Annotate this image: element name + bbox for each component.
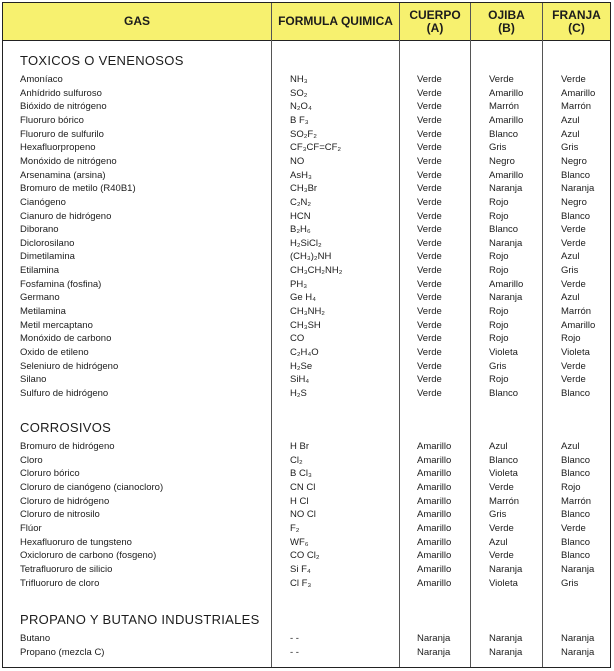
ojiba-color-cell: Azul: [489, 536, 508, 548]
table-row: [3, 114, 610, 128]
gas-name-cell: Cloruro de hidrógeno: [20, 495, 110, 507]
gas-name-cell: Cianógeno: [20, 196, 66, 208]
table-row: [3, 155, 610, 169]
gas-name-cell: Cloruro bórico: [20, 468, 80, 480]
table-row: [3, 264, 610, 278]
ojiba-color-cell: Rojo: [489, 333, 509, 345]
ojiba-color-cell: Naranja: [489, 237, 523, 249]
formula-cell: SiH₄: [290, 374, 310, 386]
table-row: [3, 291, 610, 305]
franja-color-cell: Azul: [561, 251, 580, 263]
gas-name-cell: Monóxido de carbono: [20, 333, 112, 345]
gas-name-cell: Metil mercaptano: [20, 319, 93, 331]
cuerpo-color-cell: Naranja: [417, 633, 451, 644]
cuerpo-color-cell: Verde: [417, 292, 442, 304]
franja-color-cell: Negro: [561, 196, 587, 208]
gas-name-cell: Diclorosilano: [20, 237, 75, 249]
ojiba-color-cell: Rojo: [489, 306, 509, 318]
franja-color-cell: Blanco: [561, 387, 591, 399]
header-ojiba-sub: (B): [498, 20, 515, 35]
formula-cell: C₂N₂: [290, 196, 312, 208]
ojiba-color-cell: Azul: [489, 441, 508, 452]
cuerpo-color-cell: Verde: [417, 251, 442, 263]
table-header: [3, 3, 610, 41]
ojiba-color-cell: Amarillo: [489, 169, 524, 181]
header-franja-sub: (C): [568, 20, 585, 35]
header-gas-label: GAS: [123, 14, 150, 28]
gas-name-cell: Etilamina: [20, 265, 60, 277]
ojiba-color-cell: Rojo: [489, 265, 509, 277]
section-title: CORROSIVOS: [20, 420, 112, 435]
table-row: [3, 237, 610, 251]
franja-color-cell: Verde: [561, 374, 586, 386]
ojiba-color-cell: Rojo: [489, 319, 509, 331]
gas-name-cell: Seleniuro de hidrógeno: [20, 360, 119, 372]
formula-cell: CF₃CF=CF₂: [290, 142, 342, 154]
formula-cell: Cl F₃: [290, 577, 312, 589]
cuerpo-color-cell: Amarillo: [417, 454, 452, 466]
cuerpo-color-cell: Amarillo: [417, 536, 452, 548]
formula-cell: WF₆: [290, 536, 309, 548]
franja-color-cell: Azul: [561, 292, 580, 304]
franja-color-cell: Azul: [561, 128, 580, 140]
franja-color-cell: Gris: [561, 577, 579, 589]
cuerpo-color-cell: Verde: [417, 374, 442, 386]
franja-color-cell: Verde: [561, 224, 586, 236]
ojiba-color-cell: Verde: [489, 481, 514, 493]
franja-color-cell: Amarillo: [561, 87, 596, 99]
gas-color-table: [2, 2, 611, 668]
cuerpo-color-cell: Verde: [417, 306, 442, 318]
gas-name-cell: Germano: [20, 292, 60, 304]
ojiba-color-cell: Rojo: [489, 210, 509, 222]
ojiba-color-cell: Rojo: [489, 374, 509, 386]
table-row: [3, 87, 610, 101]
table-row: [3, 319, 610, 333]
franja-color-cell: Negro: [561, 155, 587, 167]
cuerpo-color-cell: Verde: [417, 196, 442, 208]
cuerpo-color-cell: Verde: [417, 128, 442, 140]
formula-cell: CH₃SH: [290, 319, 321, 331]
table-row: [3, 128, 610, 142]
header-cuerpo-label: CUERPO: [409, 7, 461, 22]
cuerpo-color-cell: Verde: [417, 265, 442, 277]
table-row: [3, 454, 610, 468]
ojiba-color-cell: Blanco: [489, 128, 519, 140]
header-franja: [543, 3, 610, 40]
franja-color-cell: Rojo: [561, 481, 581, 493]
table-row: [3, 373, 610, 387]
ojiba-color-cell: Violeta: [489, 577, 518, 589]
gas-name-cell: Hexafluoruro de tungsteno: [20, 536, 132, 548]
franja-color-cell: Blanco: [561, 536, 591, 548]
cuerpo-color-cell: Amarillo: [417, 468, 452, 480]
gas-name-cell: Diborano: [20, 224, 59, 236]
gas-name-cell: Monóxido de nitrógeno: [20, 155, 117, 167]
franja-color-cell: Gris: [561, 265, 579, 277]
cuerpo-color-cell: Naranja: [417, 646, 451, 658]
section-title: TOXICOS O VENENOSOS: [20, 53, 184, 68]
franja-color-cell: Azul: [561, 441, 580, 452]
gas-name-cell: Amoníaco: [20, 74, 63, 85]
formula-cell: CH₃NH₂: [290, 306, 325, 318]
gas-name-cell: Cloro: [20, 454, 43, 466]
formula-cell: HCN: [290, 210, 311, 222]
formula-cell: NO Cl: [290, 509, 316, 521]
table-row: [3, 495, 610, 509]
ojiba-color-cell: Verde: [489, 74, 514, 85]
section-title: PROPANO Y BUTANO INDUSTRIALES: [20, 612, 260, 627]
table-row: [3, 577, 610, 591]
table-row: [3, 182, 610, 196]
ojiba-color-cell: Naranja: [489, 646, 523, 658]
table-row: [3, 508, 610, 522]
gas-name-cell: Oxicloruro de carbono (fosgeno): [20, 550, 157, 562]
table-row: [3, 332, 610, 346]
header-cuerpo: [400, 3, 470, 40]
ojiba-color-cell: Negro: [489, 155, 515, 167]
gas-name-cell: Fluoruro bórico: [20, 114, 84, 126]
franja-color-cell: Violeta: [561, 347, 590, 358]
header-ojiba-label: OJIBA: [488, 7, 525, 22]
table-row: [3, 223, 610, 237]
table-row: [3, 522, 610, 536]
formula-cell: NO: [290, 155, 305, 167]
cuerpo-color-cell: Amarillo: [417, 481, 452, 493]
cuerpo-color-cell: Verde: [417, 210, 442, 222]
table-row: [3, 141, 610, 155]
ojiba-color-cell: Naranja: [489, 633, 523, 644]
table-row: [3, 387, 610, 401]
cuerpo-color-cell: Verde: [417, 387, 442, 399]
table-row: [3, 169, 610, 183]
ojiba-color-cell: Violeta: [489, 347, 518, 358]
gas-name-cell: Flúor: [20, 522, 42, 534]
franja-color-cell: Blanco: [561, 169, 591, 181]
franja-color-cell: Blanco: [561, 454, 591, 466]
ojiba-color-cell: Verde: [489, 522, 514, 534]
ojiba-color-cell: Gris: [489, 509, 507, 521]
formula-cell: B F₃: [290, 114, 309, 126]
formula-cell: N₂O₄: [290, 101, 312, 113]
gas-name-cell: Anhídrido sulfuroso: [20, 87, 102, 99]
formula-cell: AsH₃: [290, 169, 312, 181]
cuerpo-color-cell: Amarillo: [417, 577, 452, 589]
ojiba-color-cell: Rojo: [489, 251, 509, 263]
header-formula-label: FORMULA QUIMICA: [278, 14, 393, 28]
cuerpo-color-cell: Amarillo: [417, 509, 452, 521]
table-row: [3, 196, 610, 210]
table-row: [3, 536, 610, 550]
formula-cell: (CH₃)₂NH: [290, 251, 332, 263]
gas-name-cell: Butano: [20, 633, 51, 644]
formula-cell: Cl₂: [290, 454, 303, 466]
ojiba-color-cell: Naranja: [489, 292, 523, 304]
table-row: [3, 360, 610, 374]
cuerpo-color-cell: Verde: [417, 183, 442, 195]
franja-color-cell: Gris: [561, 142, 579, 154]
franja-color-cell: Blanco: [561, 509, 591, 521]
formula-cell: PH₃: [290, 278, 308, 290]
gas-name-cell: Bromuro de metilo (R40B1): [20, 183, 136, 195]
gas-name-cell: Propano (mezcla C): [20, 646, 105, 658]
ojiba-color-cell: Marrón: [489, 101, 520, 113]
formula-cell: H Cl: [290, 495, 309, 507]
table-row: [3, 632, 610, 646]
table-row: [3, 440, 610, 454]
gas-name-cell: Bromuro de hidrógeno: [20, 441, 115, 452]
ojiba-color-cell: Blanco: [489, 387, 519, 399]
gas-name-cell: Bióxido de nitrógeno: [20, 101, 107, 113]
franja-color-cell: Verde: [561, 237, 586, 249]
formula-cell: B₂H₆: [290, 224, 311, 236]
ojiba-color-cell: Naranja: [489, 563, 523, 575]
franja-color-cell: Blanco: [561, 468, 591, 480]
franja-color-cell: Naranja: [561, 183, 595, 195]
cuerpo-color-cell: Amarillo: [417, 495, 452, 507]
formula-cell: CO: [290, 333, 305, 345]
cuerpo-color-cell: Verde: [417, 155, 442, 167]
franja-color-cell: Verde: [561, 278, 586, 290]
gas-name-cell: Hexafluorpropeno: [20, 142, 96, 154]
cuerpo-color-cell: Verde: [417, 101, 442, 113]
table-row: [3, 250, 610, 264]
gas-name-cell: Dimetilamina: [20, 251, 75, 263]
table-row: [3, 210, 610, 224]
gas-name-cell: Sulfuro de hidrógeno: [20, 387, 109, 399]
franja-color-cell: Blanco: [561, 550, 591, 562]
formula-cell: B Cl₃: [290, 468, 312, 480]
formula-cell: NH₃: [290, 74, 308, 85]
formula-cell: - -: [290, 633, 299, 644]
table-row: [3, 467, 610, 481]
table-row: [3, 346, 610, 360]
ojiba-color-cell: Marrón: [489, 495, 520, 507]
franja-color-cell: Blanco: [561, 210, 591, 222]
cuerpo-color-cell: Amarillo: [417, 563, 452, 575]
ojiba-color-cell: Rojo: [489, 196, 509, 208]
cuerpo-color-cell: Verde: [417, 237, 442, 249]
franja-color-cell: Verde: [561, 74, 586, 85]
gas-name-cell: Cianuro de hidrógeno: [20, 210, 112, 222]
cuerpo-color-cell: Verde: [417, 114, 442, 126]
formula-cell: F₂: [290, 522, 300, 534]
cuerpo-color-cell: Verde: [417, 347, 442, 358]
table-row: [3, 549, 610, 563]
cuerpo-color-cell: Verde: [417, 142, 442, 154]
gas-name-cell: Tetrafluoruro de silicio: [20, 563, 113, 575]
ojiba-color-cell: Blanco: [489, 224, 519, 236]
ojiba-color-cell: Blanco: [489, 454, 519, 466]
formula-cell: H₂Se: [290, 360, 313, 372]
header-cuerpo-sub: (A): [426, 20, 444, 35]
franja-color-cell: Rojo: [561, 333, 581, 345]
ojiba-color-cell: Verde: [489, 550, 514, 562]
formula-cell: CH₃Br: [290, 183, 318, 195]
cuerpo-color-cell: Amarillo: [417, 522, 452, 534]
table-row: [3, 481, 610, 495]
franja-color-cell: Marrón: [561, 495, 592, 507]
gas-name-cell: Arsenamina (arsina): [20, 169, 106, 181]
formula-cell: CN Cl: [290, 481, 316, 493]
table-row: [3, 278, 610, 292]
table-row: [3, 563, 610, 577]
ojiba-color-cell: Amarillo: [489, 278, 524, 290]
ojiba-color-cell: Amarillo: [489, 114, 524, 126]
table-row: [3, 305, 610, 319]
ojiba-color-cell: Gris: [489, 142, 507, 154]
franja-color-cell: Amarillo: [561, 319, 596, 331]
gas-name-cell: Trifluoruro de cloro: [20, 577, 100, 589]
gas-name-cell: Silano: [20, 374, 47, 386]
ojiba-color-cell: Violeta: [489, 468, 518, 480]
cuerpo-color-cell: Verde: [417, 87, 442, 99]
franja-color-cell: Azul: [561, 114, 580, 126]
formula-cell: CH₃CH₂NH₂: [290, 265, 343, 277]
ojiba-color-cell: Naranja: [489, 183, 523, 195]
franja-color-cell: Verde: [561, 360, 586, 372]
cuerpo-color-cell: Verde: [417, 74, 442, 85]
gas-name-cell: Fluoruro de sulfurilo: [20, 128, 104, 140]
ojiba-color-cell: Amarillo: [489, 87, 524, 99]
formula-cell: Ge H₄: [290, 292, 317, 304]
cuerpo-color-cell: Amarillo: [417, 441, 452, 452]
formula-cell: H Br: [290, 441, 309, 452]
gas-name-cell: Oxido de etileno: [20, 347, 89, 358]
header-franja-label: FRANJA: [552, 7, 601, 22]
cuerpo-color-cell: Verde: [417, 224, 442, 236]
formula-cell: SO₂: [290, 87, 308, 99]
ojiba-color-cell: Gris: [489, 360, 507, 372]
formula-cell: H₂S: [290, 387, 307, 399]
formula-cell: C₂H₄O: [290, 347, 319, 358]
cuerpo-color-cell: Verde: [417, 278, 442, 290]
table-row: [3, 100, 610, 114]
table-row: [3, 73, 610, 87]
franja-color-cell: Verde: [561, 522, 586, 534]
formula-cell: CO Cl₂: [290, 550, 320, 562]
header-formula: [272, 3, 399, 40]
formula-cell: Si F₄: [290, 563, 311, 575]
cuerpo-color-cell: Amarillo: [417, 550, 452, 562]
formula-cell: SO₂F₂: [290, 128, 317, 140]
franja-color-cell: Naranja: [561, 633, 595, 644]
cuerpo-color-cell: Verde: [417, 169, 442, 181]
gas-name-cell: Cloruro de cianógeno (cianocloro): [20, 481, 164, 493]
table-row: [3, 646, 610, 660]
franja-color-cell: Naranja: [561, 646, 595, 658]
cuerpo-color-cell: Verde: [417, 360, 442, 372]
cuerpo-color-cell: Verde: [417, 319, 442, 331]
franja-color-cell: Naranja: [561, 563, 595, 575]
formula-cell: - -: [290, 646, 299, 658]
gas-name-cell: Metilamina: [20, 306, 66, 318]
header-ojiba: [471, 3, 542, 40]
franja-color-cell: Marrón: [561, 101, 592, 113]
franja-color-cell: Marrón: [561, 306, 592, 318]
gas-name-cell: Fosfamina (fosfina): [20, 278, 102, 290]
cuerpo-color-cell: Verde: [417, 333, 442, 345]
gas-name-cell: Cloruro de nitrosilo: [20, 509, 100, 521]
formula-cell: H₂SiCl₂: [290, 237, 322, 249]
header-gas: [3, 3, 271, 40]
